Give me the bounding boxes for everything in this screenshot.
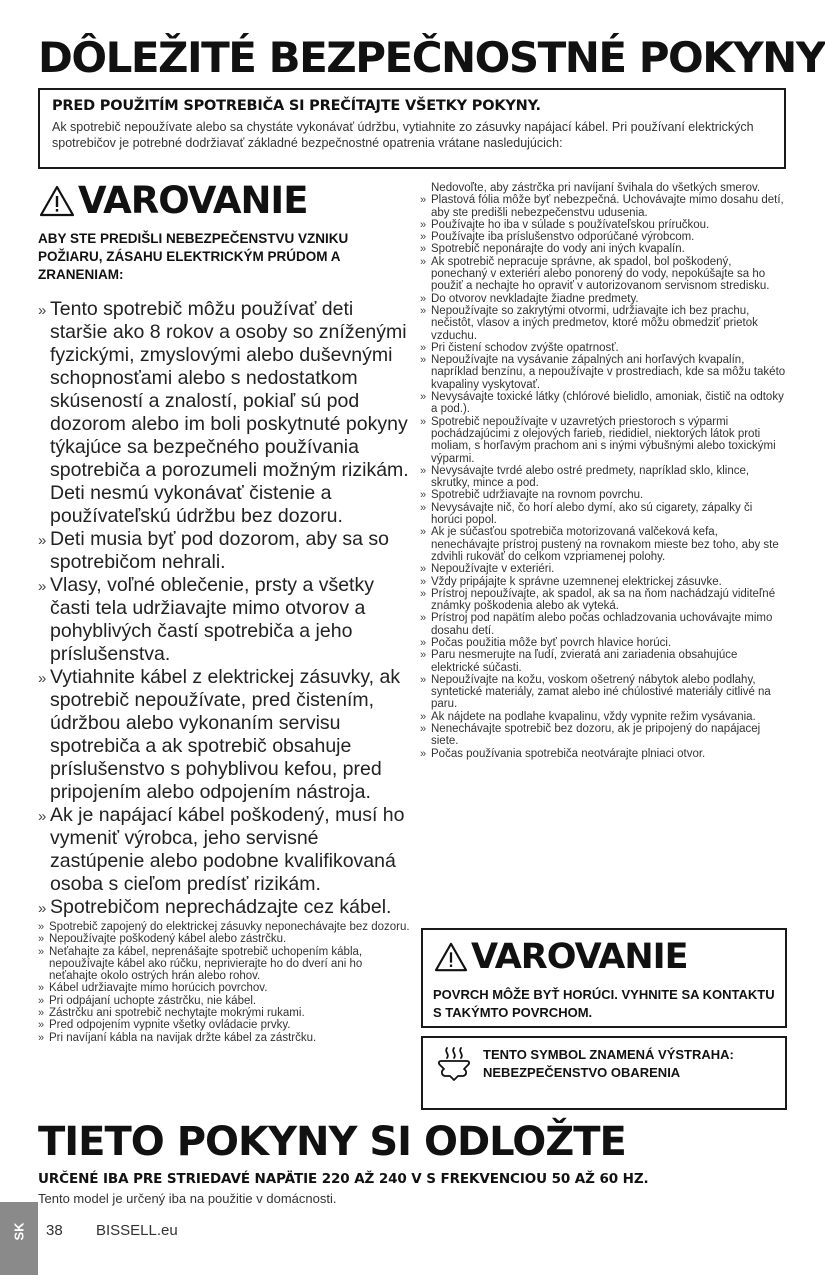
list-item: » Deti musia byť pod dozorom, aby sa so spotrebičom nehrali. xyxy=(38,528,410,574)
page-title: DÔLEŽITÉ BEZPEČNOSTNÉ POKYNY xyxy=(38,33,825,82)
list-item: » Spotrebič zapojený do elektrickej zásuvky neponechávajte bez dozoru. xyxy=(38,921,410,933)
list-item: » Nepoužívajte na kožu, voskom ošetrený nábytok alebo podlahy, syntetické materiály, zamat alebo iné chúlostivé materiály citlivé na paru. xyxy=(420,674,786,711)
intro-box xyxy=(38,88,786,169)
list-item: » Nepoužívajte so zakrytými otvormi, udržiavajte ich bez prachu, nečistôt, vlasov a iných predmetov, ktoré môžu obmedziť prietok vzduchu. xyxy=(420,305,786,342)
warning-triangle-icon xyxy=(433,941,469,973)
right-column xyxy=(420,182,786,760)
list-item: » Prístroj nepoužívajte, ak spadol, ak sa na ňom nachádzajú viditeľné známky poškodenia alebo ak vyteká. xyxy=(420,588,786,613)
list-item: » Vlasy, voľné oblečenie, prsty a všetky časti tela udržiavajte mimo otvorov a pohyblivých častí spotrebiča a jeho príslušenstva. xyxy=(38,574,410,666)
list-item: » Neťahajte za kábel, neprenášajte spotrebič uchopením kábla, nepoužívajte kábel ako rúčku, neprivierajte ho do dverí ani ho neťahajte okolo ostrých hrán alebo rohov. xyxy=(38,946,410,983)
list-item: » Paru nesmerujte na ľudí, zvieratá ani zariadenia obsahujúce elektrické súčasti. xyxy=(420,649,786,674)
voltage-notice: URČENÉ IBA PRE STRIEDAVÉ NAPÄTIE 220 AŽ 240 V S FREKVENCIOU 50 AŽ 60 HZ. xyxy=(38,1171,649,1187)
symbol-explanation-text: TENTO SYMBOL ZNAMENÁ VÝSTRAHA: NEBEZPEČENSTVO OBARENIA xyxy=(483,1047,734,1080)
list-item: » Nevysávajte nič, čo horí alebo dymí, ako sú cigarety, zápalky či horúci popol. xyxy=(420,502,786,527)
list-item: » Do otvorov nevkladajte žiadne predmety. xyxy=(420,293,786,305)
list-item: » Kábel udržiavajte mimo horúcich povrchov. xyxy=(38,982,410,994)
list-item: » Pri čistení schodov zvýšte opatrnosť. xyxy=(420,342,786,354)
list-item: » Spotrebič nepoužívajte v uzavretých priestoroch s výparmi pochádzajúcimi z olejových farieb, riedidiel, niektorých látok proti moliam, s horľavým prachom ani s inými výbušnými alebo toxickými výparmi. xyxy=(420,416,786,465)
language-tab xyxy=(0,1202,38,1275)
list-item: » Ak nájdete na podlahe kvapalinu, vždy vypnite režim vysávania. xyxy=(420,711,786,723)
list-item: » Nepoužívajte na vysávanie zápalných ani horľavých kvapalín, napríklad benzínu, a nepoužívajte v prostrediach, kde sa môžu takéto kvapaliny vyskytovať. xyxy=(420,354,786,391)
intro-text: Ak spotrebič nepoužívate alebo sa chystáte vykonávať údržbu, vytiahnite zo zásuvky napájací kábel. Pri používaní elektrických spotrebičov je potrebné dodržiavať základné bezpečnostné opatrenia vrátane nasledujúcich: xyxy=(52,120,754,150)
list-item: » Tento spotrebič môžu používať deti staršie ako 8 rokov a osoby so zníženými fyzickými, zmyslovými alebo duševnými schopnosťami alebo s nedostatkom skúseností a znalostí, pokiaľ sú pod dozorom alebo im boli poskytnuté pokyny týkajúce sa bezpečného používania spotrebiča a porozumeli možným rizikám. Deti nesmú vykonávať čistenie a používateľskú údržbu bez dozoru. xyxy=(38,298,410,528)
intro-heading: PRED POUŽITÍM SPOTREBIČA SI PREČÍTAJTE VŠETKY POKYNY. xyxy=(52,98,541,114)
list-item: » Vždy pripájajte k správne uzemnenej elektrickej zásuvke. xyxy=(420,576,786,588)
list-item: » Nevysávajte tvrdé alebo ostré predmety, napríklad sklo, klince, skrutky, mince a pod. xyxy=(420,465,786,490)
list-item: » Nepoužívajte v exteriéri. xyxy=(420,563,786,575)
list-item: » Pri navíjaní kábla na navijak držte kábel za zástrčku. xyxy=(38,1032,410,1044)
hot-warning-title: VAROVANIE xyxy=(471,937,688,977)
list-item: » Spotrebič neponárajte do vody ani iných kvapalín. xyxy=(420,243,786,255)
list-item: » Pred odpojením vypnite všetky ovládacie prvky. xyxy=(38,1019,410,1031)
list-item: » Plastová fólia môže byť nebezpečná. Uchovávajte mimo dosahu detí, aby ste predišli nebezpečenstvu udusenia. xyxy=(420,194,786,219)
household-notice: Tento model je určený iba na použitie v domácnosti. xyxy=(38,1191,337,1206)
list-item: » Ak je súčasťou spotrebiča motorizovaná valčeková kefa, nenechávajte prístroj pustený na rovnakom mieste bez toho, aby ste zdvihli rukoväť do celkom vzpriamenej polohy. xyxy=(420,526,786,563)
list-item: » Vytiahnite kábel z elektrickej zásuvky, ak spotrebič nepoužívate, pred čistením, údržbou alebo vykonaním servisu spotrebiča a ak spotrebič obsahuje príslušenstvo s pohyblivou kefou, pred pripojením alebo odpojením nástroja. xyxy=(38,666,410,804)
warning-triangle-icon xyxy=(38,184,76,218)
list-item-continuation: Nedovoľte, aby zástrčka pri navíjaní švihala do všetkých smerov. xyxy=(431,182,761,194)
list-item: » Používajte iba príslušenstvo odporúčané výrobcom. xyxy=(420,231,786,243)
warning-subtitle: ABY STE PREDIŠLI NEBEZPEČENSTVU VZNIKU POŽIARU, ZÁSAHU ELEKTRICKÝM PRÚDOM A ZRANENIAM: xyxy=(38,231,349,282)
list-item: » Nevysávajte toxické látky (chlórové bielidlo, amoniak, čistič na odtoky a pod.). xyxy=(420,391,786,416)
warning-heading xyxy=(38,178,410,224)
symbol-explanation-box xyxy=(421,1036,787,1110)
list-item: » Nepoužívajte poškodený kábel alebo zástrčku. xyxy=(38,933,410,945)
list-item: » Počas používania spotrebiča neotvárajte plniaci otvor. xyxy=(420,748,786,760)
small-warning-list-left xyxy=(38,921,410,1044)
list-item: » Pri odpájaní uchopte zástrčku, nie kábel. xyxy=(38,995,410,1007)
page-number: 38 xyxy=(46,1222,63,1239)
small-warning-list-right xyxy=(420,194,786,760)
list-item: » Počas použitia môže byť povrch hlavice horúci. xyxy=(420,637,786,649)
hot-warning-heading xyxy=(433,936,777,978)
list-item: » Prístroj pod napätím alebo počas ochladzovania uchovávajte mimo dosahu detí. xyxy=(420,612,786,637)
list-item: » Ak spotrebič nepracuje správne, ak spadol, bol poškodený, ponechaný v exteriéri alebo ponorený do vody, nepokúšajte sa ho použiť a nechajte ho opraviť v autorizovanom servisnom stredisku. xyxy=(420,256,786,293)
hot-surface-warning-box xyxy=(421,928,787,1028)
save-instructions-title: TIETO POKYNY SI ODLOŽTE xyxy=(38,1119,626,1165)
left-column xyxy=(38,178,410,1044)
list-item: » Spotrebič udržiavajte na rovnom povrchu. xyxy=(420,489,786,501)
list-item: » Zástrčku ani spotrebič nechytajte mokrými rukami. xyxy=(38,1007,410,1019)
list-item: » Používajte ho iba v súlade s používateľskou príručkou. xyxy=(420,219,786,231)
list-item: » Spotrebičom neprechádzajte cez kábel. xyxy=(38,896,410,919)
list-item: » Nenechávajte spotrebič bez dozoru, ak je pripojený do napájacej siete. xyxy=(420,723,786,748)
website: BISSELL.eu xyxy=(96,1222,178,1239)
hot-surface-icon xyxy=(437,1046,477,1108)
list-item: » Ak je napájací kábel poškodený, musí ho vymeniť výrobca, jeho servisné zastúpenie alebo podobne kvalifikovaná osoba s cieľom predísť rizikám. xyxy=(38,804,410,896)
big-warning-list xyxy=(38,298,410,919)
warning-title: VAROVANIE xyxy=(78,179,308,222)
hot-warning-text: POVRCH MÔŽE BYŤ HORÚCI. VYHNITE SA KONTAKTU S TAKÝMTO POVRCHOM. xyxy=(433,987,775,1020)
language-code: SK xyxy=(11,1222,27,1241)
